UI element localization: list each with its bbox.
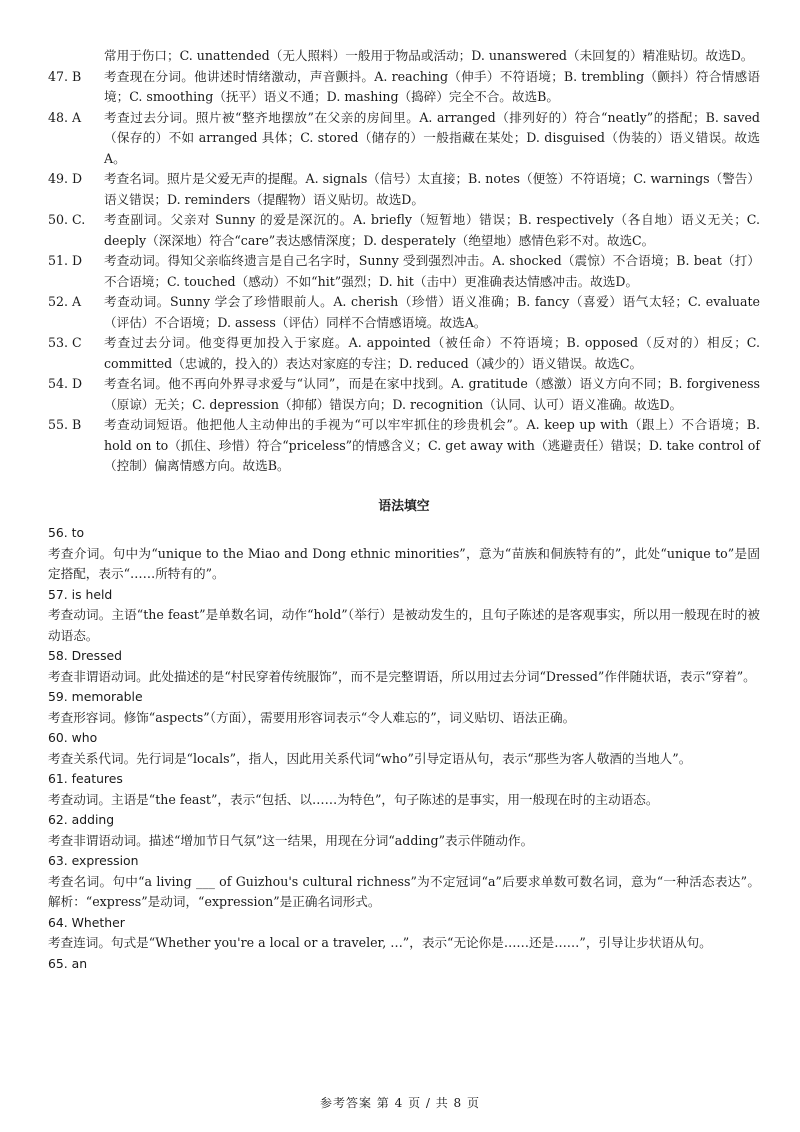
grammar-explanation: 考查关系代词。先行词是“locals”，指人，因此用关系代词“who”引导定语从句，表示“那些为客人敬酒的当地人”。 [48,750,692,766]
answer-item [48,415,760,477]
grammar-answer: 57. is held [48,586,113,602]
grammar-answer: 62. adding [48,812,115,827]
grammar-answer: 58. Dressed [48,648,123,663]
answer-explanation: 考查动词。得知父亲临终遗言是自己名字时，Sunny 受到强烈冲击。A. shocked（震惊）不合语境；B. beat（打）不合语境；C. touched（感动）不如“hit”强烈；D. hit（击中）更准确表达情感冲击。故选D。 [104,253,760,289]
answer-number: 48. A [48,109,82,125]
answer-item [48,374,760,415]
answer-item [48,292,760,333]
answer-number: 51. D [48,253,83,268]
grammar-explanation: 考查动词。主语“the feast”是单数名词，动作“hold”（举行）是被动发生的，且句子陈述的是客观事实，所以用一般现在时的被动语态。 [48,607,760,643]
answer-item [48,210,760,251]
grammar-fill-answers [48,523,760,974]
grammar-explanation: 考查非谓语动词。此处描述的是“村民穿着传统服饰”，而不是完整谓语，所以用过去分词“Dressed”作伴随状语，表示“穿着”。 [48,668,756,684]
answer-item [48,333,760,374]
grammar-explanation: 考查形容词。修饰“aspects”（方面），需要用形容词表示“令人难忘的”，词义贴切、语法正确。 [48,709,576,725]
answer-number: 55. B [48,417,82,432]
answer-explanation: 考查过去分词。照片被“整齐地摆放”在父亲的房间里。A. arranged（排列好的）符合“neatly”的搭配；B. saved（保存的）不如 arranged 具体；C. stored（储存的）一般指藏在某处；D. disguised（伪装的）语义错误。故选A。 [104,109,760,166]
answer-explanation: 考查动词短语。他把他人主动伸出的手视为“可以牢牢抓住的珍贵机会”。A. keep up with（跟上）不合语境；B. hold on to（抓住、珍惜）符合“priceless”的情感含义；C. get away with（逃避责任）错误；D. take control of（控制）偏离情感方向。故选B。 [104,417,760,473]
grammar-answer: 56. to [48,525,85,540]
answer-item [48,67,760,108]
answer-number: 49. D [48,171,83,186]
answer-explanation: 考查副词。父亲对 Sunny 的爱是深沉的。A. briefly（短暂地）错误；B. respectively（各自地）语义无关；C. deeply（深深地）符合“care”表达感情深度；D. desperately（绝望地）感情色彩不对。故选C。 [104,212,760,248]
answer-item [48,169,760,210]
answer-number: 50. C. [48,212,86,227]
answer-number: 52. A [48,294,82,309]
answer-explanation: 考查现在分词。他讲述时情绪激动，声音颤抖。A. reaching（伸手）不符语境；B. trembling（颤抖）符合情感语境；C. smoothing（抚平）语义不通；D. mashing（捣碎）完全不合。故选B。 [104,68,760,104]
grammar-explanation: 考查非谓语动词。描述“增加节日气氛”这一结果，用现在分词“adding”表示伴随动作。 [48,832,534,848]
grammar-explanation: 考查连词。句式是“Whether you're a local or a traveler, …”，表示“无论你是……还是……”，引导让步状语从句。 [48,935,712,950]
grammar-answer: 60. who [48,730,98,745]
answer-explanation: 考查名词。他不再向外界寻求爱与“认同”，而是在家中找到。A. gratitude（感激）语义方向不同；B. forgiveness（原谅）无关；C. depression（抑郁）错误方向；D. recognition（认同、认可）语义准确。故选D。 [104,376,760,412]
grammar-explanation: 考查动词。主语是“the feast”，表示“包括、以……为特色”，句子陈述的是事实，用一般现在时的主动语态。 [48,791,659,807]
grammar-answer: 65. an [48,955,88,971]
page-content [48,46,760,974]
answer-item [48,108,760,170]
answer-explanation: 考查名词。照片是父爱无声的提醒。A. signals（信号）太直接；B. notes（便签）不符语境；C. warnings（警告）语义错误；D. reminders（提醒物）语义贴切。故选D。 [104,171,760,207]
grammar-explanation: 考查名词。句中“a living ___ of Guizhou's cultural richness”为不定冠词“a”后要求单数可数名词，意为“一种活态表达”。解析：“express”是动词，“expression”是正确名词形式。 [48,873,760,909]
answer-item [48,251,760,292]
answer-number: 53. C [48,335,82,350]
continued-explanation: 常用于伤口；C. unattended（无人照料）一般用于物品或活动；D. unanswered（未回复的）精准贴切。故选D。 [104,48,754,63]
section-title: 语法填空 [378,498,430,514]
answer-explanation: 考查动词。Sunny 学会了珍惜眼前人。A. cherish（珍惜）语义准确；B. fancy（喜爱）语气太轻；C. evaluate（评估）不合语境；D. assess（评估）同样不合情感语境。故选A。 [104,294,760,330]
answer-number: 54. D [48,376,83,391]
answer-explanation: 考查过去分词。他变得更加投入于家庭。A. appointed（被任命）不符语境；B. opposed（反对的）相反；C. committed（忠诚的，投入的）表达对家庭的专注；D. reduced（减少的）语义错误。故选C。 [104,335,760,371]
grammar-explanation: 考查介词。句中为“unique to the Miao and Dong ethnic minorities”，意为“苗族和侗族特有的”，此处“unique to”是固定搭配，表示“……所特有的”。 [48,545,760,581]
grammar-answer: 59. memorable [48,689,143,704]
cloze-answers [48,67,760,477]
grammar-answer: 61. features [48,771,123,786]
grammar-answer: 63. expression [48,853,139,868]
grammar-answer: 64. Whether [48,914,125,930]
page-footer: 参考答案 第 4 页 / 共 8 页 [319,1096,480,1110]
answer-number: 47. B [48,68,82,84]
